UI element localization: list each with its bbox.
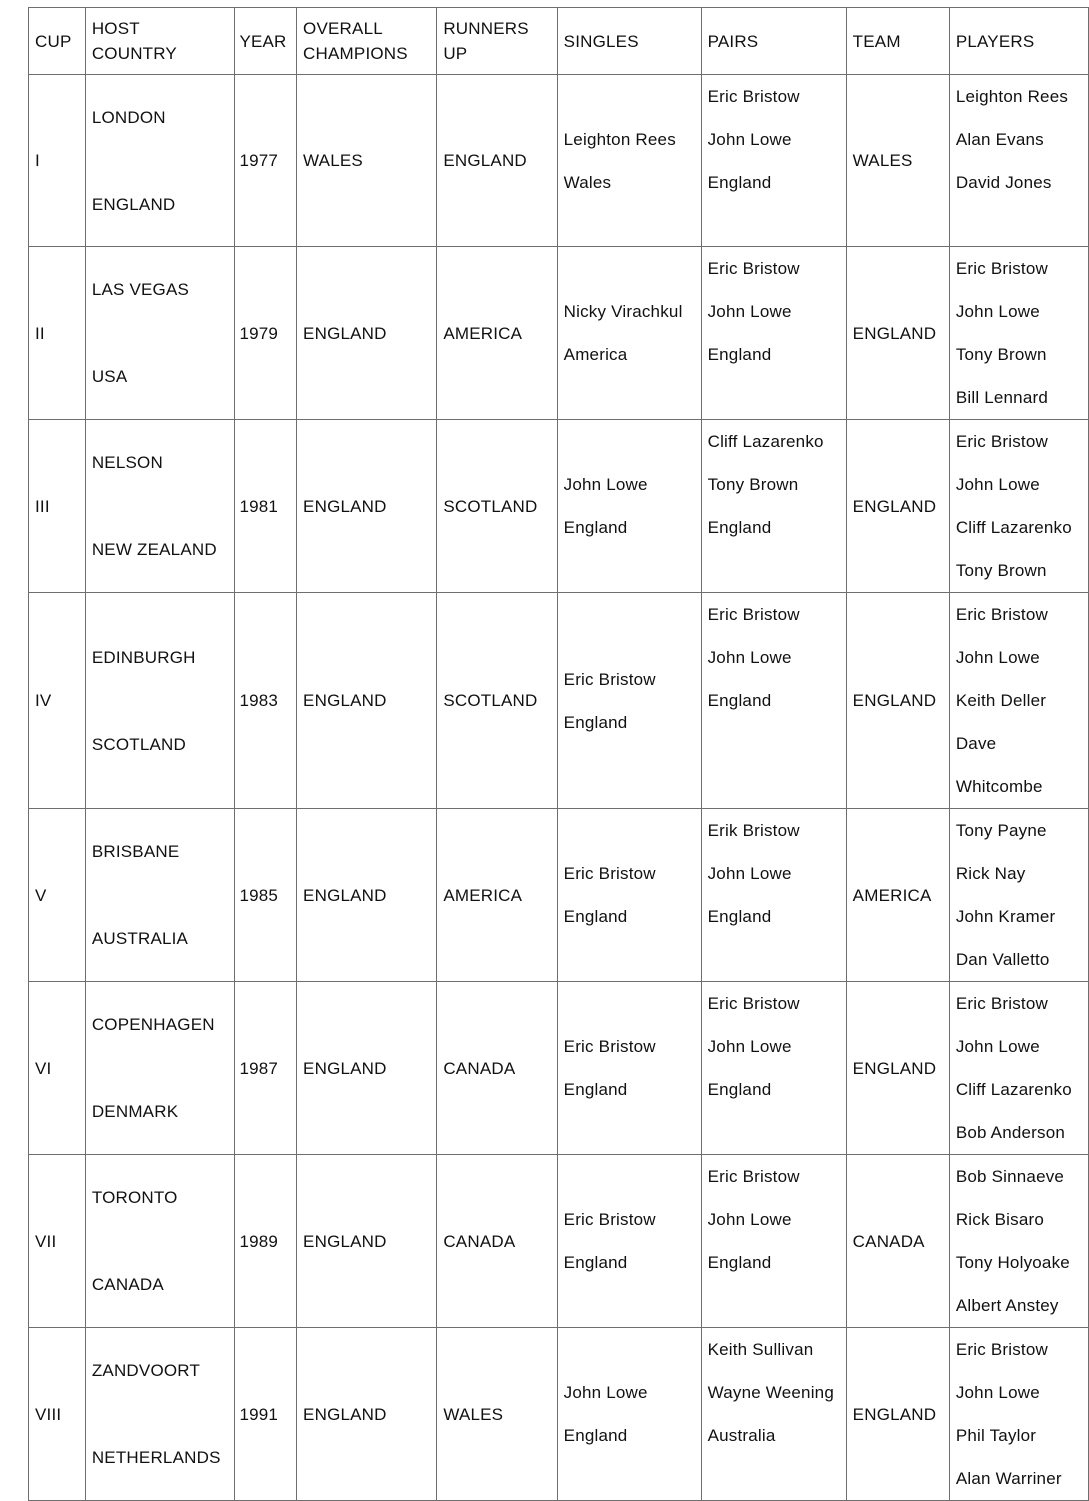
year-cell: 1983 <box>235 593 297 809</box>
players-stack <box>956 420 1082 592</box>
pairs-line: John Lowe <box>707 864 792 883</box>
team-cell: ENGLAND <box>846 1328 949 1501</box>
table-row <box>29 247 1089 420</box>
team-cell: AMERICA <box>846 809 949 982</box>
players-stack <box>956 75 1082 204</box>
singles-line: England <box>563 1426 628 1445</box>
host-spacer <box>92 130 229 192</box>
player-name: Bob Anderson <box>955 1123 1066 1142</box>
header-pairs: PAIRS <box>701 8 846 75</box>
year-cell: 1991 <box>235 1328 297 1501</box>
table-row <box>29 75 1089 247</box>
host-cell <box>85 1328 235 1501</box>
player-name: Dan Valletto <box>955 950 1050 969</box>
host-spacer <box>92 670 229 732</box>
cup-cell: VIII <box>29 1328 86 1501</box>
host-country: SCOTLAND <box>91 734 186 754</box>
players-stack <box>956 809 1082 981</box>
team-cell: WALES <box>846 75 949 247</box>
pairs-line: Cliff Lazarenko <box>707 432 824 451</box>
player-name: John Lowe <box>955 302 1040 321</box>
year-cell: 1981 <box>235 420 297 593</box>
singles-line: England <box>563 907 628 926</box>
player-name: Alan Warriner <box>955 1469 1062 1488</box>
host-spacer <box>92 475 229 537</box>
host-spacer <box>92 864 229 926</box>
team-cell: ENGLAND <box>846 593 949 809</box>
player-name: Eric Bristow <box>955 605 1048 624</box>
runners-up-cell: WALES <box>437 1328 557 1501</box>
players-cell <box>949 247 1088 420</box>
pairs-line: John Lowe <box>707 1037 792 1056</box>
pairs-cell <box>701 982 846 1155</box>
host-city: EDINBURGH <box>91 647 196 667</box>
pairs-cell <box>701 1328 846 1501</box>
player-name: Eric Bristow <box>955 994 1048 1013</box>
host-country: NETHERLANDS <box>91 1448 221 1467</box>
singles-line: Eric Bristow <box>563 864 656 883</box>
pairs-line: England <box>707 907 772 926</box>
champions-cell: WALES <box>297 75 437 247</box>
host-city: NELSON <box>91 453 163 472</box>
singles-stack <box>564 118 695 204</box>
singles-line: John Lowe <box>563 1383 648 1402</box>
pairs-line: John Lowe <box>707 302 792 321</box>
player-name: Tony Brown <box>955 561 1047 580</box>
cup-cell: IV <box>29 593 86 809</box>
pairs-cell <box>701 75 846 247</box>
pairs-line: Eric Bristow <box>707 87 800 106</box>
champions-cell: ENGLAND <box>297 593 437 809</box>
host-cell <box>85 809 235 982</box>
player-name: David Jones <box>955 173 1052 192</box>
player-name: Cliff Lazarenko <box>955 1080 1072 1099</box>
runners-up-cell: AMERICA <box>437 809 557 982</box>
pairs-line: Eric Bristow <box>707 994 800 1013</box>
player-name: Bob Sinnaeve <box>955 1167 1065 1186</box>
singles-stack <box>564 290 695 376</box>
singles-cell <box>557 1328 701 1501</box>
pairs-cell <box>701 420 846 593</box>
host-country: USA <box>91 367 128 386</box>
singles-line: England <box>563 1253 628 1272</box>
singles-line: America <box>563 345 628 364</box>
host-spacer <box>92 1210 229 1272</box>
header-players: PLAYERS <box>949 8 1088 75</box>
host-country: AUSTRALIA <box>91 929 189 948</box>
table-row <box>29 420 1089 593</box>
players-stack <box>956 1155 1082 1327</box>
singles-line: John Lowe <box>563 475 648 494</box>
pairs-cell <box>701 809 846 982</box>
header-runners-line1: RUNNERS <box>443 19 529 38</box>
host-spacer <box>92 1037 229 1099</box>
player-name: Albert Anstey <box>955 1296 1059 1315</box>
pairs-line: Australia <box>707 1426 776 1445</box>
host-city: LONDON <box>91 107 166 127</box>
team-cell: ENGLAND <box>846 420 949 593</box>
host-country: ENGLAND <box>91 194 176 214</box>
header-cup: CUP <box>29 8 86 75</box>
players-stack <box>956 1328 1082 1500</box>
pairs-stack <box>708 809 840 938</box>
host-spacer <box>92 1383 229 1445</box>
year-cell: 1985 <box>235 809 297 982</box>
champions-cell: ENGLAND <box>297 982 437 1155</box>
player-name: John Lowe <box>955 475 1040 494</box>
singles-line: Eric Bristow <box>563 669 656 689</box>
host-country: CANADA <box>91 1275 164 1294</box>
header-row <box>29 8 1089 75</box>
player-name: Rick Bisaro <box>955 1210 1044 1229</box>
singles-line: Wales <box>563 172 612 192</box>
runners-up-cell: CANADA <box>437 1155 557 1328</box>
singles-line: England <box>563 518 628 537</box>
pairs-line: Eric Bristow <box>707 1167 800 1186</box>
team-cell: CANADA <box>846 1155 949 1328</box>
pairs-line: Eric Bristow <box>707 605 800 624</box>
pairs-cell <box>701 1155 846 1328</box>
players-stack <box>956 247 1082 419</box>
singles-stack <box>564 1198 695 1284</box>
header-host-line2: COUNTRY <box>91 44 177 63</box>
host-cell <box>85 982 235 1155</box>
singles-cell <box>557 75 701 247</box>
players-cell <box>949 75 1088 247</box>
player-name: John Kramer <box>955 907 1056 926</box>
host-country: NEW ZEALAND <box>91 540 217 559</box>
singles-line: Nicky Virachkul <box>563 302 683 321</box>
header-runners-line2: UP <box>443 44 468 63</box>
host-cell <box>85 75 235 247</box>
header-overall-champions <box>297 8 437 75</box>
pairs-stack <box>708 982 840 1111</box>
year-cell: 1979 <box>235 247 297 420</box>
singles-stack <box>564 463 695 549</box>
host-cell <box>85 247 235 420</box>
results-table <box>28 7 1089 1501</box>
player-name: Eric Bristow <box>955 432 1048 451</box>
runners-up-cell: SCOTLAND <box>437 420 557 593</box>
header-host-country <box>85 8 235 75</box>
champions-cell: ENGLAND <box>297 247 437 420</box>
player-name: Dave Whitcombe <box>955 734 1043 796</box>
player-name: Tony Holyoake <box>955 1253 1070 1272</box>
player-name: Tony Payne <box>955 821 1047 840</box>
host-city: TORONTO <box>91 1188 178 1207</box>
cup-cell: II <box>29 247 86 420</box>
players-cell <box>949 420 1088 593</box>
champions-cell: ENGLAND <box>297 1328 437 1501</box>
cup-cell: III <box>29 420 86 593</box>
pairs-cell <box>701 593 846 809</box>
players-cell <box>949 1328 1088 1501</box>
player-name: Rick Nay <box>955 864 1026 883</box>
singles-cell <box>557 420 701 593</box>
champions-cell: ENGLAND <box>297 809 437 982</box>
singles-cell <box>557 247 701 420</box>
pairs-line: England <box>707 173 772 192</box>
pairs-line: Erik Bristow <box>707 821 800 840</box>
pairs-stack <box>708 1155 840 1284</box>
player-name: Alan Evans <box>955 130 1044 149</box>
table-row <box>29 809 1089 982</box>
year-cell: 1977 <box>235 75 297 247</box>
champions-cell: ENGLAND <box>297 1155 437 1328</box>
pairs-stack <box>708 593 840 722</box>
cup-cell: VI <box>29 982 86 1155</box>
host-city: COPENHAGEN <box>91 1015 215 1034</box>
header-year: YEAR <box>235 8 297 75</box>
singles-cell <box>557 1155 701 1328</box>
singles-stack <box>564 1371 695 1457</box>
table-row <box>29 1328 1089 1501</box>
player-name: Bill Lennard <box>955 388 1049 407</box>
table-row <box>29 982 1089 1155</box>
singles-cell <box>557 982 701 1155</box>
players-cell <box>949 1155 1088 1328</box>
host-city: BRISBANE <box>91 842 180 861</box>
singles-line: Leighton Rees <box>563 129 676 149</box>
table-row <box>29 1155 1089 1328</box>
host-city: LAS VEGAS <box>91 280 190 299</box>
pairs-line: England <box>707 345 772 364</box>
pairs-line: John Lowe <box>707 1210 792 1229</box>
table-row <box>29 593 1089 809</box>
player-name: John Lowe <box>955 648 1040 667</box>
host-cell <box>85 420 235 593</box>
cup-cell: V <box>29 809 86 982</box>
player-name: Keith Deller <box>955 691 1047 710</box>
singles-line: England <box>563 1080 628 1099</box>
player-name: Tony Brown <box>955 345 1047 364</box>
header-runners-up <box>437 8 557 75</box>
singles-line: Eric Bristow <box>563 1037 656 1056</box>
players-cell <box>949 809 1088 982</box>
runners-up-cell: SCOTLAND <box>437 593 557 809</box>
pairs-stack <box>708 420 840 549</box>
pairs-line: Keith Sullivan <box>707 1340 814 1359</box>
header-singles: SINGLES <box>557 8 701 75</box>
header-team: TEAM <box>846 8 949 75</box>
table-body <box>29 75 1089 1501</box>
pairs-line: England <box>707 691 772 710</box>
singles-stack <box>564 658 695 744</box>
singles-stack <box>564 852 695 938</box>
pairs-line: Eric Bristow <box>707 259 800 278</box>
singles-cell <box>557 593 701 809</box>
host-spacer <box>92 302 229 364</box>
pairs-stack <box>708 75 840 204</box>
pairs-line: John Lowe <box>707 130 792 149</box>
player-name: Phil Taylor <box>955 1426 1037 1445</box>
host-cell <box>85 1155 235 1328</box>
champions-cell: ENGLAND <box>297 420 437 593</box>
pairs-stack <box>708 247 840 376</box>
players-cell <box>949 593 1088 809</box>
team-cell: ENGLAND <box>846 247 949 420</box>
pairs-line: Tony Brown <box>707 475 799 494</box>
runners-up-cell: ENGLAND <box>437 75 557 247</box>
player-name: Leighton Rees <box>955 87 1069 106</box>
pairs-line: England <box>707 1253 772 1272</box>
player-name: Cliff Lazarenko <box>955 518 1072 537</box>
singles-line: England <box>563 712 628 732</box>
pairs-line: England <box>707 1080 772 1099</box>
singles-stack <box>564 1025 695 1111</box>
host-country: DENMARK <box>91 1102 179 1121</box>
host-cell <box>85 593 235 809</box>
players-cell <box>949 982 1088 1155</box>
runners-up-cell: CANADA <box>437 982 557 1155</box>
player-name: Eric Bristow <box>955 259 1048 278</box>
pairs-stack <box>708 1328 840 1457</box>
cup-cell: I <box>29 75 86 247</box>
player-name: Eric Bristow <box>955 1340 1048 1359</box>
runners-up-cell: AMERICA <box>437 247 557 420</box>
pairs-line: Wayne Weening <box>707 1383 834 1402</box>
player-name: John Lowe <box>955 1383 1040 1402</box>
year-cell: 1989 <box>235 1155 297 1328</box>
cup-cell: VII <box>29 1155 86 1328</box>
header-champions-line2: CHAMPIONS <box>303 44 408 63</box>
header-champions-line1: OVERALL <box>303 19 383 38</box>
pairs-line: England <box>707 518 772 537</box>
year-cell: 1987 <box>235 982 297 1155</box>
players-stack <box>956 593 1082 808</box>
players-stack <box>956 982 1082 1154</box>
singles-cell <box>557 809 701 982</box>
pairs-line: John Lowe <box>707 648 792 667</box>
team-cell: ENGLAND <box>846 982 949 1155</box>
host-city: ZANDVOORT <box>91 1361 201 1380</box>
pairs-cell <box>701 247 846 420</box>
header-host-line1: HOST <box>91 19 140 38</box>
player-name: John Lowe <box>955 1037 1040 1056</box>
singles-line: Eric Bristow <box>563 1210 656 1229</box>
